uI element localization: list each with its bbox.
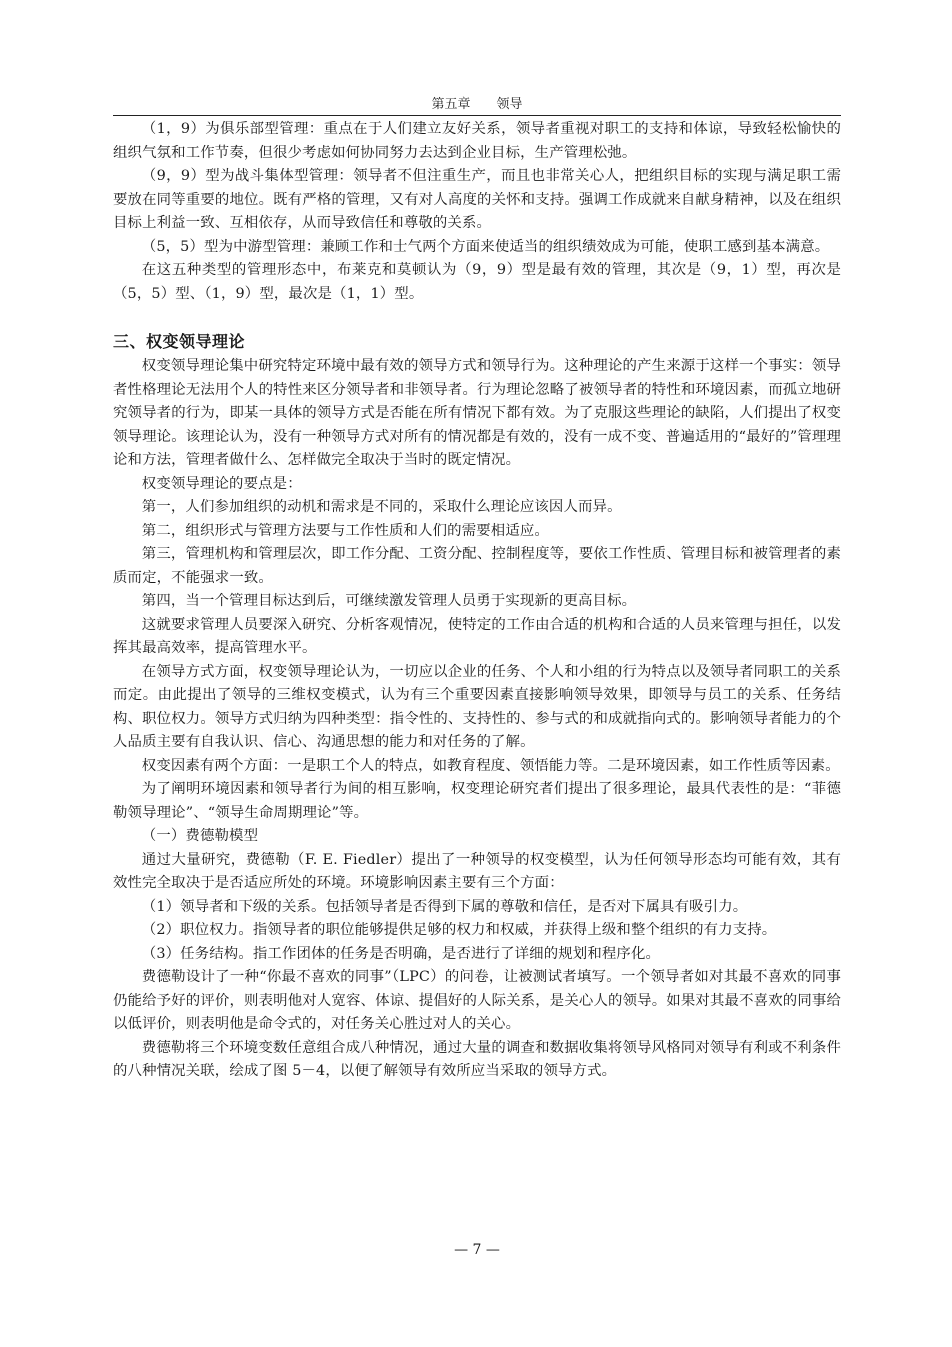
- paragraph-key-points: 权变领导理论的要点是：: [141, 475, 302, 492]
- paragraph-middle-management: （5，5）型为中游型管理：兼顾工作和士气两个方面来使适当的组织绩效成为可能，使职工感到基本满意。: [141, 238, 830, 255]
- paragraph-leadership-style: 在领导方式方面，权变领导理论认为，一切应以企业的任务、个人和小组的行为特点以及领导者同职工的关系而定。由此提出了领导的三维权变模式，认为有三个重要因素直接影响领导效果，即领导与员工的关系、任务结构、职位权力。领导方式归纳为四种类型：指令性的、支持性的、参与式的和成就指向式的。影响领导者能力的个人品质主要有自我认识、信心、沟通思想的能力和对任务的了解。: [113, 663, 841, 750]
- paragraph-point-2: 第二，组织形式与管理方法要与工作性质和人们的需要相适应。: [141, 522, 549, 539]
- section-gap: [113, 306, 841, 329]
- paragraph-point-4: 第四，当一个管理目标达到后，可继续激发管理人员勇于实现新的更高目标。: [141, 593, 637, 609]
- paragraph-factor-1: （1）领导者和下级的关系。包括领导者是否得到下属的尊敬和信任，是否对下属具有吸引力。: [141, 898, 748, 915]
- paragraph-contingency-factors: 权变因素有两个方面：一是职工个人的特点，如教育程度、领悟能力等。二是环境因素，如工作性质等因素。: [141, 757, 840, 774]
- page-body: [113, 118, 841, 1084]
- header-rule: [113, 115, 841, 116]
- paragraph-requirement: 这就要求管理人员要深入研究、分析客观情况，使特定的工作由合适的机构和合适的人员来管理与担任，以发挥其最高效率，提高管理水平。: [113, 616, 841, 656]
- paragraph-team-management: （9，9）型为战斗集体型管理：领导者不但注重生产，而且也非常关心人，把组织目标的实现与满足职工需要放在同等重要的地位。既有严格的管理，又有对人高度的关怀和支持。强调工作成就来自献身精神，以及在组织目标上利益一致、互相依存，从而导致信任和尊敬的关系。: [113, 168, 841, 231]
- paragraph-fiedler-model: 通过大量研究，费德勒（F. E. Fiedler）提出了一种领导的权变模型，认为任何领导形态均可能有效，其有效性完全取决于是否适应所处的环境。环境影响因素主要有三个方面：: [113, 851, 841, 891]
- paragraph-theories: 为了阐明环境因素和领导者行为间的相互影响，权变理论研究者们提出了很多理论，最具代表性的是：“菲德勒领导理论”、“领导生命周期理论”等。: [113, 781, 841, 821]
- paragraph-lpc: 费德勒设计了一种“你最不喜欢的同事”（LPC）的问卷，让被测试者填写。一个领导者如对其最不喜欢的同事仍能给予好的评价，则表明他对人宽容、体谅、提倡好的人际关系，是关心人的领导。如果对其最不喜欢的同事给以低评价，则表明他是命令式的，对任务关心胜过对人的关心。: [113, 969, 841, 1032]
- paragraph-factor-2: （2）职位权力。指领导者的职位能够提供足够的权力和权威，并获得上级和整个组织的有力支持。: [141, 922, 777, 938]
- subsection-heading-fiedler: （一）费德勒模型: [141, 828, 259, 844]
- paragraph-intro: 权变领导理论集中研究特定环境中最有效的领导方式和领导行为。这种理论的产生来源于这样一个事实：领导者性格理论无法用个人的特性来区分领导者和非领导者。行为理论忽略了被领导者的特性和环境因素，而孤立地研究领导者的行为，即某一具体的领导方式是否能在所有情况下都有效。为了克服这些理论的缺陷，人们提出了权变领导理论。该理论认为，没有一种领导方式对所有的情况都是有效的，没有一成不变、普遍适用的“最好的”管理理论和方法，管理者做什么、怎样做完全取决于当时的既定情况。: [113, 358, 841, 468]
- page-number: — 7 —: [454, 1242, 500, 1258]
- paragraph-ranking: 在这五种类型的管理形态中，布莱克和莫顿认为（9，9）型是最有效的管理，其次是（9，1）型，再次是（5，5）型、（1，9）型，最次是（1，1）型。: [113, 262, 841, 302]
- running-header: 第五章 领导: [431, 97, 523, 112]
- paragraph-factor-3: （3）任务结构。指工作团体的任务是否明确，是否进行了详细的规划和程序化。: [141, 945, 661, 962]
- paragraph-eight-situations: 费德勒将三个环境变数任意组合成八种情况，通过大量的调查和数据收集将领导风格同对领导有利或不利条件的八种情况关联，绘成了图 5－4，以便了解领导有效所应当采取的领导方式。: [113, 1039, 841, 1079]
- section-heading: 三、权变领导理论: [113, 332, 246, 351]
- paragraph-point-3: 第三，管理机构和管理层次，即工作分配、工资分配、控制程度等，要依工作性质、管理目标和被管理者的素质而定，不能强求一致。: [113, 546, 841, 586]
- paragraph-club-management: （1，9）为俱乐部型管理：重点在于人们建立友好关系，领导者重视对职工的支持和体谅，导致轻松愉快的组织气氛和工作节奏，但很少考虑如何协同努力去达到企业目标，生产管理松弛。: [113, 121, 841, 161]
- paragraph-point-1: 第一，人们参加组织的动机和需求是不同的，采取什么理论应该因人而异。: [141, 499, 622, 515]
